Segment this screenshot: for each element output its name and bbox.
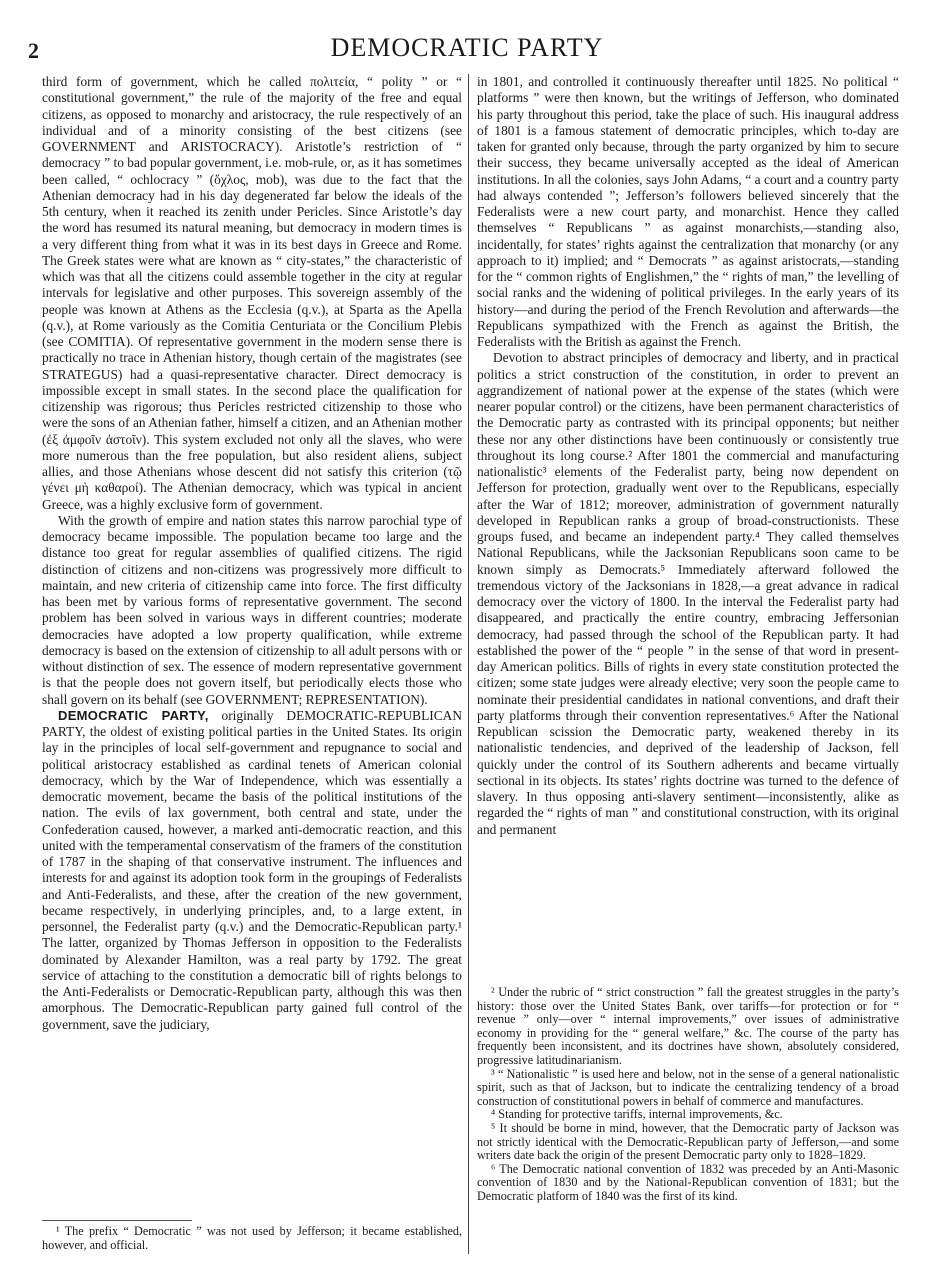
page-number: 2 <box>28 38 39 63</box>
article-body: originally DEMOCRATIC-REPUBLICAN PARTY, the oldest of existing political parties in the United States. Its origin lay in the principles of local self-government and repugnance to social and political aristocracy established as cardinal tenets of American colonial democracy, which by the War of Independence, which was essentially a democratic movement, became the basis of the political institutions of the nation. The evils of lax government, both central and state, under the Confederation caused, however, a marked anti-democratic reaction, and this united with the temperamental conservatism of the framers of the constitution of 1787 in the shaping of that conservative instrument. The influences and interests for and against its adoption took form in the groupings of Federalists and Anti-Federalists, and these, after the creation of the new government, became respectively, in underlying principles, and, to a large extent, in personnel, the Federalist party (q.v.) and the Democratic-Republican party.¹ The latter, organized by Thomas Jefferson in opposition to the Federalists dominated by Alexander Hamilton, was a real party by 1792. The great service of attaching to the constitution a democratic bill of rights belongs to the Anti-Federalists or Democratic-Republican party, although this was then amorphous. The Democratic-Republican party gained full control of the government, save the judiciary, <box>42 707 462 1032</box>
headword: DEMOCRATIC PARTY, <box>58 707 209 723</box>
column-divider <box>468 74 469 1254</box>
right-column <box>477 74 899 838</box>
footnote-rule <box>42 1220 192 1221</box>
footnotes-right <box>477 986 899 1204</box>
running-title: DEMOCRATIC PARTY <box>330 33 604 62</box>
footnote-4: ⁴ Standing for protective tariffs, internal improvements, &c. <box>491 1107 783 1122</box>
right-paragraph-2: Devotion to abstract principles of democracy and liberty, and in practical politics a strict construction of the constitution, in order to prevent an aggrandizement of national power at the expense of the states (which were nearer popular control) or the citizens, have been permanent characteristics of the Democratic party as contrasted with its principal opponents; but neither these nor any other distinctions have been continuously or consistently true throughout its long course.² After 1801 the commercial and manufacturing nationalistic³ elements of the Federalist party, being now dependent on Jefferson for protection, gradually went over to the Republicans, especially after the War of 1812; moreover, administration of government naturally developed in Republican ranks a group of broad-constructionists. These groups fused, and became an independent party.⁴ They called themselves National Republicans, while the Jacksonian Republicans soon came to be known simply as Democrats.⁵ Immediately afterward followed the tremendous victory of the Jacksonians in 1828,—a great advance in radical democracy over the victory of 1800. In the interval the Federalist party had disappeared, and practically the entire country, embracing Jeffersonian democracy, had passed through the school of the Republican party. It had established the power of the “ people ” in the sense of that word in present-day American politics. Bills of rights in every state constitution protected the citizen; some state judges were already elective; very soon the people came to nominate their presidential candidates in national conventions, and draft their party platforms through their convention representatives.⁶ After the National Republican scission the Democratic party, weakened thereby in its nationalistic tendencies, and deprived of the leadership of Jackson, fell quickly under the control of its Southern adherents and became virtually sectional in its objects. Its states’ rights doctrine was turned to the defence of slavery. In thus opposing anti-slavery sentiment—inconsistently, alike as regarded the “ rights of man ” and constitutional construction, with its original and permanent <box>477 350 899 837</box>
left-paragraph-2: With the growth of empire and nation states this narrow parochial type of democracy became impossible. The population became too large and the distance too great for regular assemblies of qualified citizens. The rigid distinction of citizens and non-citizens was progressively more difficult to maintain, and new criteria of citizenship came into force. The first difficulty has been met by various forms of representative government. The second problem has been solved in various ways in different countries; moderate democracies have adopted a low property qualification, while extreme democracy is based on the extension of citizenship to all adult persons with or without distinction of sex. The essence of modern representative government is that the people does not govern itself, but periodically elects those who shall govern on its behalf (see GOVERNMENT; REPRESENTATION). <box>42 512 462 707</box>
footnote-2: ² Under the rubric of “ strict construction ” fall the greatest struggles in the party’s history: those over the United States Bank, over tariffs—for protection or for “ revenue ” only—over “ internal improvements,” over issues of administrative economy in providing for the “ general welfare,” &c. The course of the party has frequently been inconsistent, and its doctrines have shown, absolutely considered, progressive latitudinarianism. <box>477 985 899 1067</box>
footnote-5: ⁵ It should be borne in mind, however, that the Democratic party of Jackson was not strictly identical with the Democratic-Republican party of Jefferson,—and some writers date back the origin of the present Democratic party only to 1828–1829. <box>477 1120 899 1163</box>
left-column <box>42 74 462 1033</box>
footnote-3: ³ “ Nationalistic ” is used here and below, not in the sense of a general nationalistic spirit, such as that of Jackson, but to indicate the centralizing tendency of a broad construction of constitutional powers in behalf of commerce and manufactures. <box>477 1066 899 1108</box>
article-entry <box>42 708 462 1033</box>
footnotes-left <box>42 1218 462 1252</box>
left-paragraph-1: third form of government, which he called πολιτεία, “ polity ” or “ constitutional government,” the rule of the majority of the free and equal citizens, as opposed to monarchy and aristocracy, the rule respectively of an individual and of a minority consisting of the best citizens (see GOVERNMENT and ARISTOCRACY). Aristotle’s restriction of “ democracy ” to bad popular government, i.e. mob-rule, or, as it has sometimes been called, “ ochlocracy ” (ὄχλος, mob), was due to the fact that the Athenian democracy had in his day degenerated far below the ideals of the 5th century, when it reached its zenith under Pericles. Since Aristotle’s day the word has resumed its natural meaning, but democracy in modern times is a very different thing from what it was in its best days in Greece and Rome. The Greek states were what are known as “ city-states,” the characteristic of which was that all the citizens could assemble together in the city at regular intervals for legislative and other purposes. This sovereign assembly of the people was known at Athens as the Ecclesia (q.v.), at Sparta as the Apella (q.v.), at Rome variously as the Comitia Centuriata or the Concilium Plebis (see COMITIA). Of representative government in the modern sense there is practically no trace in Athenian history, though certain of the magistrates (see STRATEGUS) had a quasi-representative character. Direct democracy is impossible except in small states. In the second place the qualification for citizenship was rigorous; thus Pericles restricted citizenship to those who were the sons of an Athenian father, himself a citizen, and an Athenian mother (ἐξ ἀμφοῖν ἀστοῖν). This system excluded not only all the slaves, who were more numerous than the free population, but also resident aliens, subject allies, and those Athenians whose descent did not satisfy this criterion (τῷ γένει μὴ καθαροί). The Athenian democracy, which was typical in ancient Greece, was a highly exclusive form of government. <box>42 74 462 512</box>
footnote-1: ¹ The prefix “ Democratic ” was not used by Jefferson; it became established, however, and official. <box>42 1224 462 1252</box>
footnote-6: ⁶ The Democratic national convention of 1832 was preceded by an Anti-Masonic convention of 1830 and by the National-Republican convention of 1831; but the Democratic platform of 1840 was the first of its kind. <box>477 1161 899 1203</box>
right-paragraph-1: in 1801, and controlled it continuously thereafter until 1825. No political “ platforms ” were then known, but the writings of Jefferson, who dominated his party throughout this period, take the place of such. His inaugural address of 1801 is a famous statement of democratic principles, which to-day are taken for granted only because, through the party organized by him to secure their success, they became universally accepted as the ideal of American institutions. In all the colonies, says John Adams, “ a court and a country party had always contended ”; Jefferson’s followers believed sincerely that the Federalists were a new court party, and monarchist. Hence they called themselves “ Republicans ” as against monarchists,—standing also, incidentally, for states’ rights against the centralization that monarchy (or any approach to it) implied; and “ Democrats ” as against aristocrats,—standing for the “ common rights of Englishmen,” the “ rights of man,” the levelling of social ranks and the widening of political privileges. In the early years of its history—and during the period of the French Revolution and afterwards—the Republicans sympathized with the French as against the British, the Federalists with the British as against the French. <box>477 74 899 349</box>
